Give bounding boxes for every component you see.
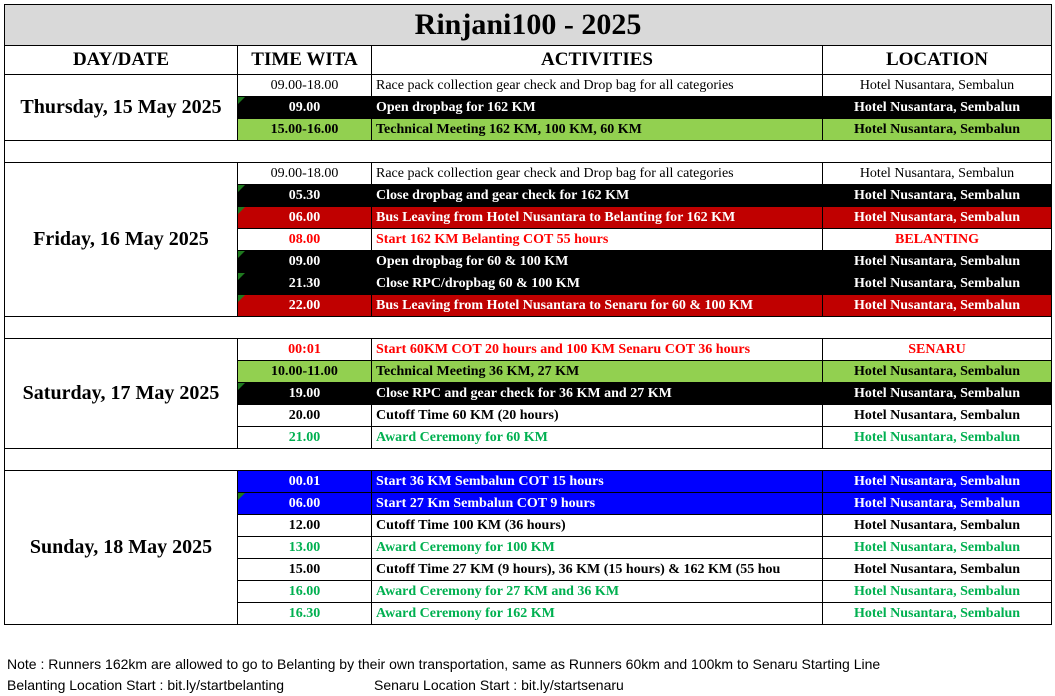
time-cell: 05.30 xyxy=(238,185,372,207)
activity-cell: Cutoff Time 27 KM (9 hours), 36 KM (15 hours) & 162 KM (55 hou xyxy=(372,559,823,581)
location-cell: Hotel Nusantara, Sembalun xyxy=(823,383,1052,405)
header-time: TIME WITA xyxy=(238,46,372,75)
time-cell: 21.30 xyxy=(238,273,372,295)
time-cell: 06.00 xyxy=(238,207,372,229)
day-date: Sunday, 18 May 2025 xyxy=(5,471,238,625)
activity-cell: Bus Leaving from Hotel Nusantara to Belanting for 162 KM xyxy=(372,207,823,229)
location-cell: Hotel Nusantara, Sembalun xyxy=(823,581,1052,603)
day-date: Thursday, 15 May 2025 xyxy=(5,75,238,141)
activity-cell: Cutoff Time 60 KM (20 hours) xyxy=(372,405,823,427)
time-cell: 09.00 xyxy=(238,97,372,119)
activity-cell: Start 60KM COT 20 hours and 100 KM Senaru COT 36 hours xyxy=(372,339,823,361)
time-cell: 12.00 xyxy=(238,515,372,537)
location-cell: Hotel Nusantara, Sembalun xyxy=(823,361,1052,383)
location-cell: Hotel Nusantara, Sembalun xyxy=(823,207,1052,229)
time-cell: 19.00 xyxy=(238,383,372,405)
activity-cell: Race pack collection gear check and Drop bag for all categories xyxy=(372,163,823,185)
location-cell: Hotel Nusantara, Sembalun xyxy=(823,427,1052,449)
location-cell: Hotel Nusantara, Sembalun xyxy=(823,405,1052,427)
time-cell: 08.00 xyxy=(238,229,372,251)
senaru-location-link[interactable]: Senaru Location Start : bit.ly/startsenaru xyxy=(374,677,624,693)
time-cell: 15.00-16.00 xyxy=(238,119,372,141)
spacer-row xyxy=(5,449,1052,471)
activity-cell: Close RPC/dropbag 60 & 100 KM xyxy=(372,273,823,295)
time-cell: 16.00 xyxy=(238,581,372,603)
title-row xyxy=(5,5,1052,46)
time-cell: 15.00 xyxy=(238,559,372,581)
location-cell: Hotel Nusantara, Sembalun xyxy=(823,273,1052,295)
time-cell: 22.00 xyxy=(238,295,372,317)
schedule-row xyxy=(5,75,1052,97)
location-cell: BELANTING xyxy=(823,229,1052,251)
time-cell: 09.00-18.00 xyxy=(238,163,372,185)
activity-cell: Start 27 Km Sembalun COT 9 hours xyxy=(372,493,823,515)
schedule-row xyxy=(5,163,1052,185)
time-cell: 21.00 xyxy=(238,427,372,449)
belanting-location-link[interactable]: Belanting Location Start : bit.ly/startbelanting xyxy=(7,677,285,693)
time-cell: 00:01 xyxy=(238,339,372,361)
activity-cell: Open dropbag for 60 & 100 KM xyxy=(372,251,823,273)
activity-cell: Award Ceremony for 27 KM and 36 KM xyxy=(372,581,823,603)
activity-cell: Award Ceremony for 162 KM xyxy=(372,603,823,625)
activity-cell: Award Ceremony for 100 KM xyxy=(372,537,823,559)
location-cell: Hotel Nusantara, Sembalun xyxy=(823,185,1052,207)
schedule-row xyxy=(5,471,1052,493)
day-date: Saturday, 17 May 2025 xyxy=(5,339,238,449)
time-cell: 20.00 xyxy=(238,405,372,427)
header-location: LOCATION xyxy=(823,46,1052,75)
spacer-row xyxy=(5,317,1052,339)
spacer-row xyxy=(5,141,1052,163)
schedule-row xyxy=(5,339,1052,361)
spacer-cell xyxy=(5,449,1052,471)
location-cell: Hotel Nusantara, Sembalun xyxy=(823,493,1052,515)
activity-cell: Start 36 KM Sembalun COT 15 hours xyxy=(372,471,823,493)
header-row xyxy=(5,46,1052,75)
time-cell: 09.00 xyxy=(238,251,372,273)
time-cell: 10.00-11.00 xyxy=(238,361,372,383)
note-text: Note : Runners 162km are allowed to go to Belanting by their own transportation, same as Runners 60km and 100km to Senaru Starting Line xyxy=(7,656,881,672)
spacer-cell xyxy=(5,141,1052,163)
header-day: DAY/DATE xyxy=(5,46,238,75)
time-cell: 00.01 xyxy=(238,471,372,493)
activity-cell: Technical Meeting 162 KM, 100 KM, 60 KM xyxy=(372,119,823,141)
page-title: Rinjani100 - 2025 xyxy=(5,5,1052,46)
schedule-sheet xyxy=(4,4,1051,693)
header-activities: ACTIVITIES xyxy=(372,46,823,75)
activity-cell: Open dropbag for 162 KM xyxy=(372,97,823,119)
location-cell: SENARU xyxy=(823,339,1052,361)
time-cell: 13.00 xyxy=(238,537,372,559)
time-cell: 16.30 xyxy=(238,603,372,625)
time-cell: 06.00 xyxy=(238,493,372,515)
day-date: Friday, 16 May 2025 xyxy=(5,163,238,317)
location-cell: Hotel Nusantara, Sembalun xyxy=(823,603,1052,625)
location-cell: Hotel Nusantara, Sembalun xyxy=(823,119,1052,141)
activity-cell: Close dropbag and gear check for 162 KM xyxy=(372,185,823,207)
location-cell: Hotel Nusantara, Sembalun xyxy=(823,537,1052,559)
spacer-cell xyxy=(5,317,1052,339)
schedule-body xyxy=(5,5,1052,625)
location-cell: Hotel Nusantara, Sembalun xyxy=(823,163,1052,185)
activity-cell: Close RPC and gear check for 36 KM and 27 KM xyxy=(372,383,823,405)
location-cell: Hotel Nusantara, Sembalun xyxy=(823,471,1052,493)
activity-cell: Cutoff Time 100 KM (36 hours) xyxy=(372,515,823,537)
activity-cell: Technical Meeting 36 KM, 27 KM xyxy=(372,361,823,383)
activity-cell: Race pack collection gear check and Drop bag for all categories xyxy=(372,75,823,97)
time-cell: 09.00-18.00 xyxy=(238,75,372,97)
location-cell: Hotel Nusantara, Sembalun xyxy=(823,295,1052,317)
location-cell: Hotel Nusantara, Sembalun xyxy=(823,75,1052,97)
activity-cell: Award Ceremony for 60 KM xyxy=(372,427,823,449)
notes-block xyxy=(7,654,880,696)
location-cell: Hotel Nusantara, Sembalun xyxy=(823,251,1052,273)
activity-cell: Start 162 KM Belanting COT 55 hours xyxy=(372,229,823,251)
activity-cell: Bus Leaving from Hotel Nusantara to Senaru for 60 & 100 KM xyxy=(372,295,823,317)
location-cell: Hotel Nusantara, Sembalun xyxy=(823,559,1052,581)
location-cell: Hotel Nusantara, Sembalun xyxy=(823,97,1052,119)
location-cell: Hotel Nusantara, Sembalun xyxy=(823,515,1052,537)
schedule-table xyxy=(4,4,1052,625)
